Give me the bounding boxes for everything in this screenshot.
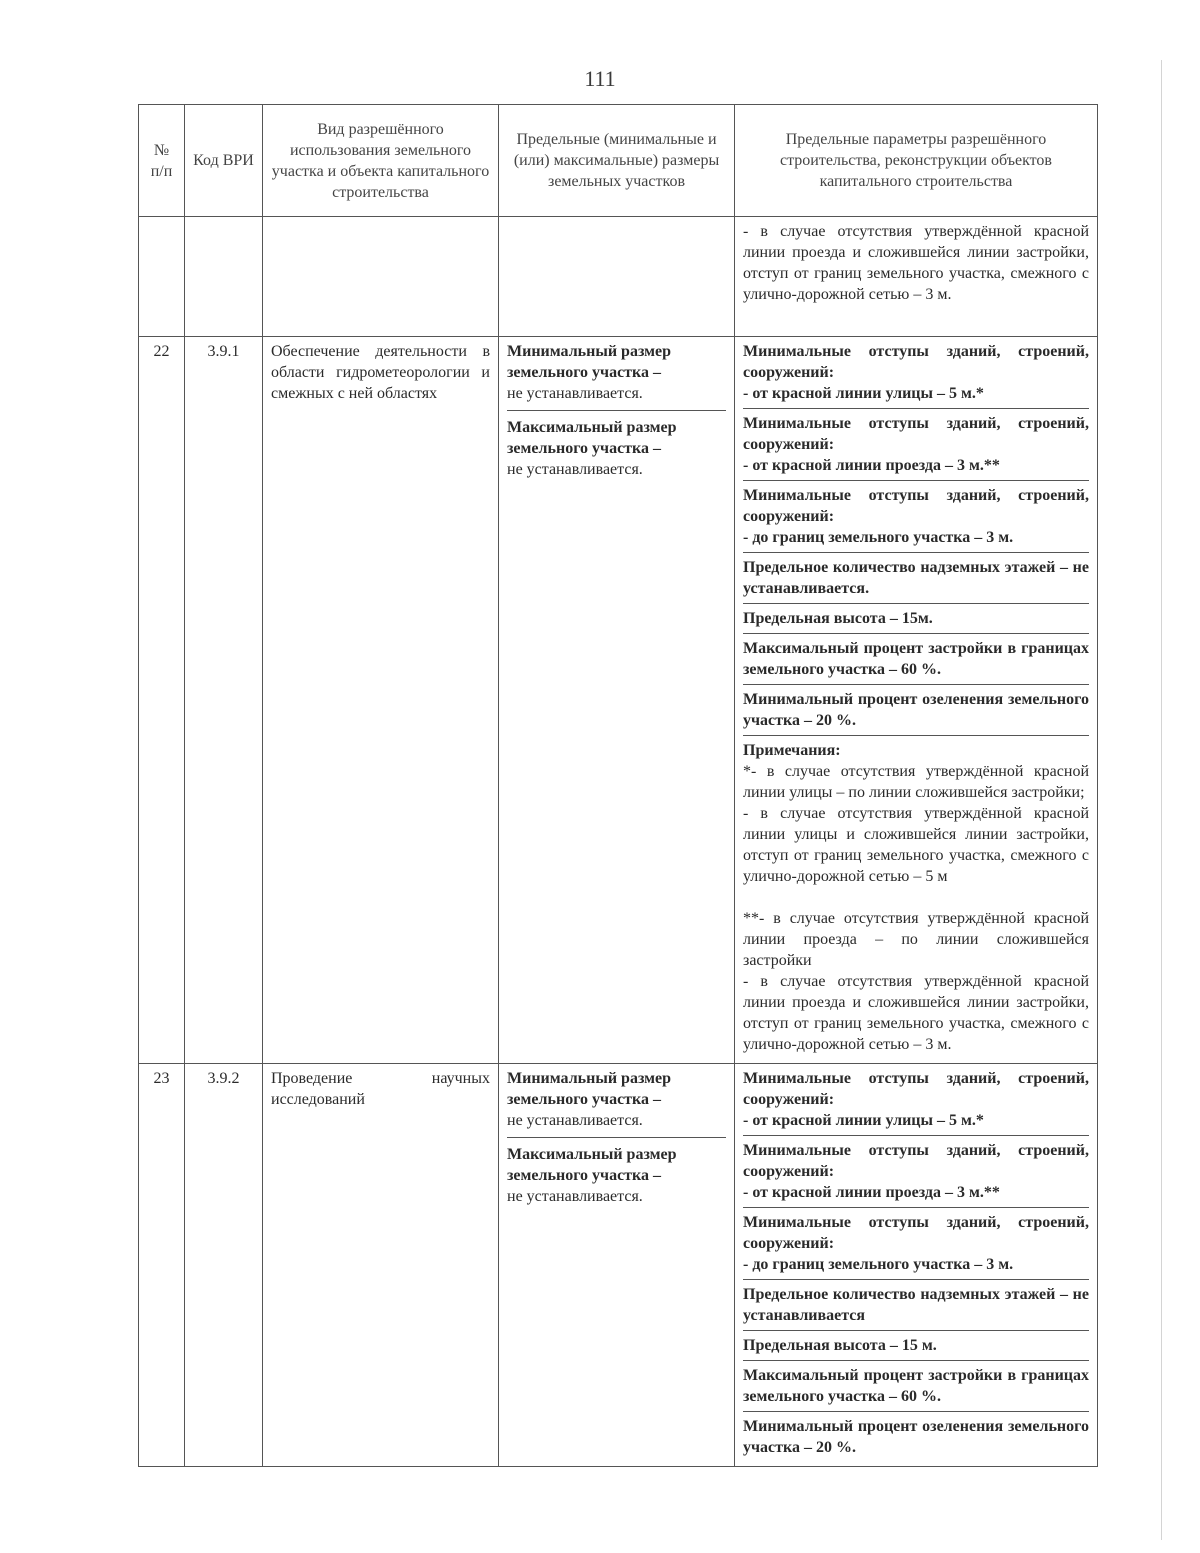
- header-size: Предельные (минимальные и (или) максимальные) размеры земельных участков: [499, 105, 735, 217]
- param-setback-street: Минимальные отступы зданий, строений, сооружений: - от красной линии улицы – 5 м.*: [743, 343, 1089, 402]
- param-setback-boundary: Минимальные отступы зданий, строений, сооружений: - до границ земельного участка – 3 м.: [743, 480, 1089, 552]
- row-kind: Обеспечение деятельности в области гидрометеорологии и смежных с ней областях: [263, 337, 499, 1064]
- table-row-continuation: [139, 217, 1098, 337]
- size-max-value: не устанавливается.: [507, 1188, 643, 1205]
- row-code: 3.9.2: [185, 1064, 263, 1467]
- header-params: Предельные параметры разрешённого строительства, реконструкции объектов капитального строительства: [735, 105, 1098, 217]
- table-header-row: [139, 105, 1098, 217]
- size-max-title: Максимальный размер земельного участка –: [507, 1146, 677, 1184]
- size-min-title: Минимальный размер земельного участка –: [507, 343, 672, 381]
- row-params: [735, 1064, 1098, 1467]
- table-row: [139, 1064, 1098, 1467]
- note-3: **- в случае отсутствия утверждённой красной линии проезда – по линии сложившейся застройки: [743, 910, 1089, 969]
- size-max-block: [507, 1137, 726, 1213]
- param-setback-street: Минимальные отступы зданий, строений, сооружений: - от красной линии улицы – 5 м.*: [743, 1070, 1089, 1129]
- row-num: 22: [139, 337, 185, 1064]
- land-use-table: [138, 104, 1098, 1467]
- header-code: Код ВРИ: [185, 105, 263, 217]
- size-min-title: Минимальный размер земельного участка –: [507, 1070, 672, 1108]
- param-setback-driveway: Минимальные отступы зданий, строений, сооружений: - от красной линии проезда – 3 м.**: [743, 1135, 1089, 1207]
- header-kind: Вид разрешённого использования земельного участка и объекта капитального строительства: [263, 105, 499, 217]
- size-min-block: [507, 341, 726, 410]
- continuation-text: - в случае отсутствия утверждённой красной линии проезда и сложившейся линии застройки, отступ от границ земельного участка, смежного с улично-дорожной сетью – 3 м.: [735, 217, 1098, 337]
- row-kind: Проведение научных исследований: [263, 1064, 499, 1467]
- header-num: № п/п: [139, 105, 185, 217]
- note-1: *- в случае отсутствия утверждённой красной линии улицы – по линии сложившейся застройки;: [743, 763, 1089, 801]
- param-greening: Минимальный процент озеленения земельного участка – 20 %.: [743, 684, 1089, 735]
- row-num: 23: [139, 1064, 185, 1467]
- row-code: 3.9.1: [185, 337, 263, 1064]
- note-4: - в случае отсутствия утверждённой красной линии проезда и сложившейся линии застройки, отступ от границ земельного участка, смежного с улично-дорожной сетью – 3 м.: [743, 973, 1089, 1053]
- notes-block: [743, 735, 1089, 1059]
- param-height: Предельная высота – 15м.: [743, 603, 1089, 633]
- row-size: [499, 337, 735, 1064]
- param-greening: Минимальный процент озеленения земельного участка – 20 %.: [743, 1411, 1089, 1462]
- param-floors: Предельное количество надземных этажей – не устанавливается.: [743, 552, 1089, 603]
- size-max-value: не устанавливается.: [507, 461, 643, 478]
- page-number: 111: [584, 66, 616, 91]
- scan-edge-line: [1161, 60, 1162, 1540]
- table-row: [139, 337, 1098, 1064]
- note-2: - в случае отсутствия утверждённой красной линии улицы и сложившейся линии застройки, отступ от границ земельного участка, смежного с улично-дорожной сетью – 5 м: [743, 805, 1089, 885]
- notes-title: Примечания:: [743, 742, 841, 759]
- size-max-title: Максимальный размер земельного участка –: [507, 419, 677, 457]
- param-height: Предельная высота – 15 м.: [743, 1330, 1089, 1360]
- size-min-block: [507, 1068, 726, 1137]
- param-setback-boundary: Минимальные отступы зданий, строений, сооружений: - до границ земельного участка – 3 м.: [743, 1207, 1089, 1279]
- size-min-value: не устанавливается.: [507, 385, 643, 402]
- param-coverage: Максимальный процент застройки в границах земельного участка – 60 %.: [743, 1360, 1089, 1411]
- row-size: [499, 1064, 735, 1467]
- param-coverage: Максимальный процент застройки в границах земельного участка – 60 %.: [743, 633, 1089, 684]
- param-floors: Предельное количество надземных этажей – не устанавливается: [743, 1279, 1089, 1330]
- row-params: [735, 337, 1098, 1064]
- size-max-block: [507, 410, 726, 486]
- param-setback-driveway: Минимальные отступы зданий, строений, сооружений: - от красной линии проезда – 3 м.**: [743, 408, 1089, 480]
- size-min-value: не устанавливается.: [507, 1112, 643, 1129]
